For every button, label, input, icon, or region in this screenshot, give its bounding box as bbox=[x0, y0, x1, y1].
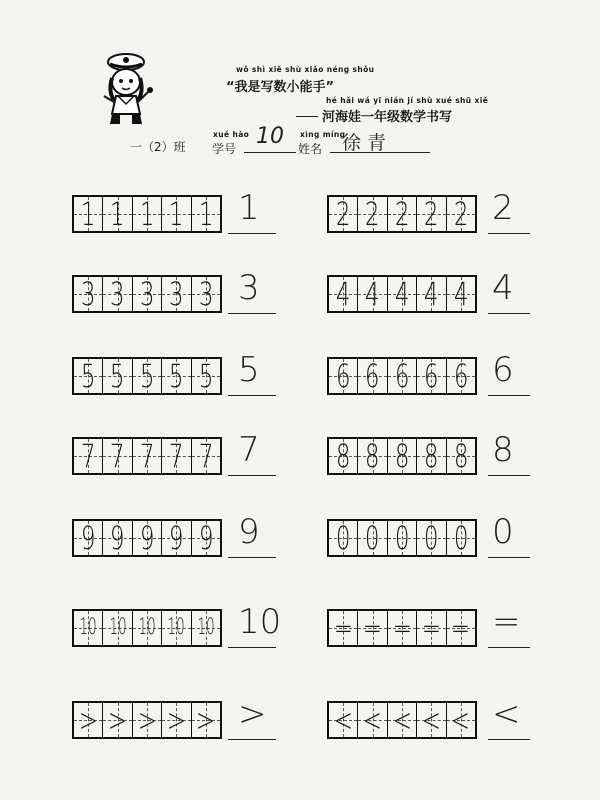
tracing-grid-right-0 bbox=[327, 195, 477, 233]
subtitle-dash bbox=[296, 116, 318, 117]
traced-glyph: 5 bbox=[169, 357, 184, 395]
traced-glyph: 2 bbox=[394, 195, 410, 233]
tracing-cell[interactable] bbox=[133, 703, 162, 737]
traced-glyph: 4 bbox=[453, 275, 469, 313]
class-prefix: 一（ bbox=[130, 140, 155, 154]
handwritten-answer[interactable]: 9 bbox=[238, 512, 260, 552]
traced-glyph: 4 bbox=[365, 275, 380, 313]
tracing-cell[interactable] bbox=[388, 359, 417, 393]
traced-glyph: 0 bbox=[394, 519, 410, 557]
traced-glyph: < bbox=[333, 701, 353, 739]
tracing-cell[interactable] bbox=[133, 439, 162, 473]
traced-glyph: 3 bbox=[139, 275, 155, 313]
number-pinyin: xué hào bbox=[213, 130, 250, 139]
tracing-cell[interactable] bbox=[103, 359, 132, 393]
tracing-cell[interactable] bbox=[388, 439, 417, 473]
tracing-cell[interactable] bbox=[74, 439, 103, 473]
traced-glyph: 1 bbox=[198, 195, 214, 233]
handwritten-answer[interactable]: 5 bbox=[238, 350, 260, 390]
traced-glyph: 6 bbox=[453, 357, 469, 395]
subtitle-pinyin: hé hǎi wá yī nián jí shù xué shū xiě bbox=[326, 96, 489, 105]
tracing-cell[interactable] bbox=[192, 359, 220, 393]
traced-glyph: = bbox=[333, 609, 353, 647]
traced-glyph: 9 bbox=[169, 519, 184, 557]
handwritten-answer[interactable]: < bbox=[492, 694, 521, 734]
traced-glyph: 9 bbox=[80, 519, 96, 557]
traced-glyph: 9 bbox=[139, 519, 155, 557]
traced-glyph: > bbox=[166, 701, 187, 739]
traced-glyph: > bbox=[78, 701, 98, 739]
traced-glyph: 1 bbox=[110, 195, 125, 233]
answer-underline bbox=[488, 475, 530, 476]
traced-glyph: = bbox=[451, 609, 471, 647]
answer-underline bbox=[228, 647, 276, 648]
tracing-cell[interactable] bbox=[447, 277, 475, 311]
traced-glyph: 2 bbox=[335, 195, 351, 233]
tracing-cell[interactable] bbox=[329, 703, 358, 737]
traced-glyph: 3 bbox=[198, 275, 214, 313]
tracing-cell[interactable] bbox=[358, 359, 387, 393]
tracing-cell[interactable] bbox=[162, 439, 191, 473]
traced-glyph: 5 bbox=[139, 357, 155, 395]
tracing-cell[interactable] bbox=[133, 611, 162, 645]
tracing-cell[interactable] bbox=[162, 359, 191, 393]
traced-glyph: < bbox=[362, 701, 383, 739]
traced-glyph: 9 bbox=[198, 519, 214, 557]
answer-underline bbox=[488, 647, 530, 648]
name-pinyin: xìng míng bbox=[300, 130, 346, 139]
traced-glyph: > bbox=[107, 701, 128, 739]
traced-glyph: 3 bbox=[110, 275, 125, 313]
answer-underline bbox=[488, 233, 530, 234]
handwritten-answer[interactable]: = bbox=[492, 602, 521, 642]
tracing-cell[interactable] bbox=[162, 611, 191, 645]
traced-glyph: 10 bbox=[138, 615, 156, 640]
tracing-cell[interactable] bbox=[133, 277, 162, 311]
traced-glyph: 4 bbox=[335, 275, 351, 313]
traced-glyph: < bbox=[421, 701, 442, 739]
tracing-cell[interactable] bbox=[103, 521, 132, 555]
handwritten-answer[interactable]: 2 bbox=[492, 188, 514, 228]
number-value[interactable]: 10 bbox=[256, 124, 284, 149]
traced-glyph: 2 bbox=[453, 195, 469, 233]
traced-glyph: 3 bbox=[169, 275, 184, 313]
tracing-cell[interactable] bbox=[358, 439, 387, 473]
tracing-cell[interactable] bbox=[74, 359, 103, 393]
traced-glyph: 0 bbox=[453, 519, 469, 557]
answer-underline bbox=[228, 233, 276, 234]
tracing-grid-left-1 bbox=[72, 275, 222, 313]
traced-glyph: 7 bbox=[198, 437, 214, 475]
tracing-cell[interactable] bbox=[447, 359, 475, 393]
traced-glyph: 2 bbox=[424, 195, 439, 233]
tracing-cell[interactable] bbox=[358, 703, 387, 737]
traced-glyph: 2 bbox=[365, 195, 380, 233]
traced-glyph: 7 bbox=[139, 437, 155, 475]
handwritten-answer[interactable]: > bbox=[238, 694, 267, 734]
traced-glyph: 5 bbox=[198, 357, 214, 395]
traced-glyph: 1 bbox=[169, 195, 184, 233]
tracing-grid-right-3 bbox=[327, 437, 477, 475]
class-label bbox=[130, 138, 186, 155]
tracing-cell[interactable] bbox=[162, 197, 191, 231]
tracing-grid-left-5 bbox=[72, 609, 222, 647]
handwritten-answer[interactable]: 3 bbox=[238, 268, 260, 308]
traced-glyph: 3 bbox=[80, 275, 96, 313]
traced-glyph: 8 bbox=[335, 437, 351, 475]
tracing-grid-right-6 bbox=[327, 701, 477, 739]
traced-glyph: 0 bbox=[335, 519, 351, 557]
traced-glyph: 10 bbox=[167, 615, 186, 640]
tracing-cell[interactable] bbox=[358, 611, 387, 645]
tracing-grid-left-3 bbox=[72, 437, 222, 475]
tracing-cell[interactable] bbox=[103, 277, 132, 311]
tracing-cell[interactable] bbox=[329, 197, 358, 231]
tracing-cell[interactable] bbox=[103, 703, 132, 737]
traced-glyph: 8 bbox=[453, 437, 469, 475]
tracing-cell[interactable] bbox=[417, 277, 446, 311]
number-label: 学号 bbox=[212, 142, 237, 156]
answer-underline bbox=[228, 739, 276, 740]
tracing-cell[interactable] bbox=[417, 703, 446, 737]
tracing-cell[interactable] bbox=[329, 611, 358, 645]
handwritten-answer[interactable]: 0 bbox=[492, 512, 514, 552]
traced-glyph: 4 bbox=[424, 275, 439, 313]
tracing-cell[interactable] bbox=[329, 277, 358, 311]
name-value[interactable]: 徐青 bbox=[342, 132, 393, 154]
answer-underline bbox=[488, 739, 530, 740]
tracing-cell[interactable] bbox=[447, 521, 475, 555]
class-suffix: ）班 bbox=[161, 140, 186, 154]
tracing-cell[interactable] bbox=[103, 439, 132, 473]
tracing-cell[interactable] bbox=[74, 521, 103, 555]
tracing-cell[interactable] bbox=[417, 197, 446, 231]
traced-glyph: 5 bbox=[110, 357, 125, 395]
tracing-cell[interactable] bbox=[74, 611, 103, 645]
tracing-cell[interactable] bbox=[103, 611, 132, 645]
traced-glyph: 6 bbox=[365, 357, 380, 395]
tracing-cell[interactable] bbox=[388, 277, 417, 311]
traced-glyph: 4 bbox=[394, 275, 410, 313]
traced-glyph: 7 bbox=[169, 437, 184, 475]
traced-glyph: 5 bbox=[80, 357, 96, 395]
tracing-cell[interactable] bbox=[74, 277, 103, 311]
tracing-cell[interactable] bbox=[103, 197, 132, 231]
name-label: 姓名 bbox=[298, 142, 323, 156]
traced-glyph: 8 bbox=[365, 437, 380, 475]
tracing-cell[interactable] bbox=[447, 611, 475, 645]
class-value: 2 bbox=[154, 140, 162, 154]
tracing-cell[interactable] bbox=[447, 197, 475, 231]
tracing-grid-left-0 bbox=[72, 195, 222, 233]
handwritten-answer[interactable]: 7 bbox=[238, 430, 260, 470]
tracing-grid-left-6 bbox=[72, 701, 222, 739]
tracing-cell[interactable] bbox=[417, 439, 446, 473]
tracing-cell[interactable] bbox=[388, 197, 417, 231]
tracing-cell[interactable] bbox=[74, 703, 103, 737]
tracing-cell[interactable] bbox=[388, 703, 417, 737]
tracing-cell[interactable] bbox=[192, 521, 220, 555]
tracing-grid-right-5 bbox=[327, 609, 477, 647]
traced-glyph: 10 bbox=[79, 615, 97, 640]
traced-glyph: > bbox=[137, 701, 157, 739]
traced-glyph: 10 bbox=[197, 615, 215, 640]
tracing-cell[interactable] bbox=[192, 277, 220, 311]
traced-glyph: < bbox=[451, 701, 471, 739]
number-underline bbox=[244, 152, 296, 153]
tracing-grid-left-4 bbox=[72, 519, 222, 557]
traced-glyph: 6 bbox=[424, 357, 439, 395]
tracing-cell[interactable] bbox=[388, 521, 417, 555]
tracing-cell[interactable] bbox=[417, 521, 446, 555]
answer-underline bbox=[488, 313, 530, 314]
answer-underline bbox=[488, 395, 530, 396]
traced-glyph: = bbox=[421, 609, 442, 647]
name-underline bbox=[330, 152, 430, 153]
traced-glyph: 8 bbox=[424, 437, 439, 475]
traced-glyph: 8 bbox=[394, 437, 410, 475]
tracing-cell[interactable] bbox=[192, 703, 220, 737]
traced-glyph: 7 bbox=[110, 437, 125, 475]
handwritten-answer[interactable]: 6 bbox=[492, 350, 514, 390]
tracing-cell[interactable] bbox=[329, 359, 358, 393]
tracing-cell[interactable] bbox=[329, 521, 358, 555]
traced-glyph: 6 bbox=[335, 357, 351, 395]
handwritten-answer[interactable]: 10 bbox=[238, 602, 282, 642]
answer-underline bbox=[228, 313, 276, 314]
handwritten-answer[interactable]: 4 bbox=[492, 268, 514, 308]
traced-glyph: 6 bbox=[394, 357, 410, 395]
tracing-grid-right-2 bbox=[327, 357, 477, 395]
traced-glyph: 1 bbox=[139, 195, 155, 233]
handwritten-answer[interactable]: 1 bbox=[238, 188, 260, 228]
tracing-cell[interactable] bbox=[133, 197, 162, 231]
page-subtitle: 河海娃一年级数学书写 bbox=[322, 110, 453, 125]
page-title: “我是写数小能手” bbox=[226, 80, 335, 95]
traced-glyph: 0 bbox=[424, 519, 439, 557]
tracing-grid-left-2 bbox=[72, 357, 222, 395]
traced-glyph: 0 bbox=[365, 519, 380, 557]
traced-glyph: < bbox=[392, 701, 412, 739]
tracing-cell[interactable] bbox=[358, 277, 387, 311]
handwritten-answer[interactable]: 8 bbox=[492, 430, 514, 470]
traced-glyph: = bbox=[362, 609, 383, 647]
tracing-cell[interactable] bbox=[133, 359, 162, 393]
tracing-cell[interactable] bbox=[388, 611, 417, 645]
tracing-cell[interactable] bbox=[192, 611, 220, 645]
tracing-cell[interactable] bbox=[162, 521, 191, 555]
tracing-cell[interactable] bbox=[358, 197, 387, 231]
tracing-cell[interactable] bbox=[192, 197, 220, 231]
tracing-cell[interactable] bbox=[133, 521, 162, 555]
traced-glyph: 9 bbox=[110, 519, 125, 557]
traced-glyph: = bbox=[392, 609, 412, 647]
tracing-cell[interactable] bbox=[358, 521, 387, 555]
answer-underline bbox=[228, 475, 276, 476]
traced-glyph: 7 bbox=[80, 437, 96, 475]
tracing-cell[interactable] bbox=[447, 439, 475, 473]
answer-underline bbox=[488, 557, 530, 558]
answer-underline bbox=[228, 395, 276, 396]
traced-glyph: > bbox=[196, 701, 216, 739]
tracing-cell[interactable] bbox=[162, 703, 191, 737]
title-pinyin: wǒ shì xiě shù xiǎo néng shǒu bbox=[236, 65, 375, 74]
tracing-cell[interactable] bbox=[74, 197, 103, 231]
answer-underline bbox=[228, 557, 276, 558]
tracing-cell[interactable] bbox=[162, 277, 191, 311]
tracing-grid-right-1 bbox=[327, 275, 477, 313]
tracing-cell[interactable] bbox=[417, 359, 446, 393]
tracing-cell[interactable] bbox=[329, 439, 358, 473]
traced-glyph: 10 bbox=[108, 615, 127, 640]
tracing-grid-right-4 bbox=[327, 519, 477, 557]
tracing-cell[interactable] bbox=[447, 703, 475, 737]
tracing-cell[interactable] bbox=[192, 439, 220, 473]
sailor-girl-mascot-icon bbox=[96, 52, 160, 128]
traced-glyph: 1 bbox=[80, 195, 96, 233]
tracing-cell[interactable] bbox=[417, 611, 446, 645]
